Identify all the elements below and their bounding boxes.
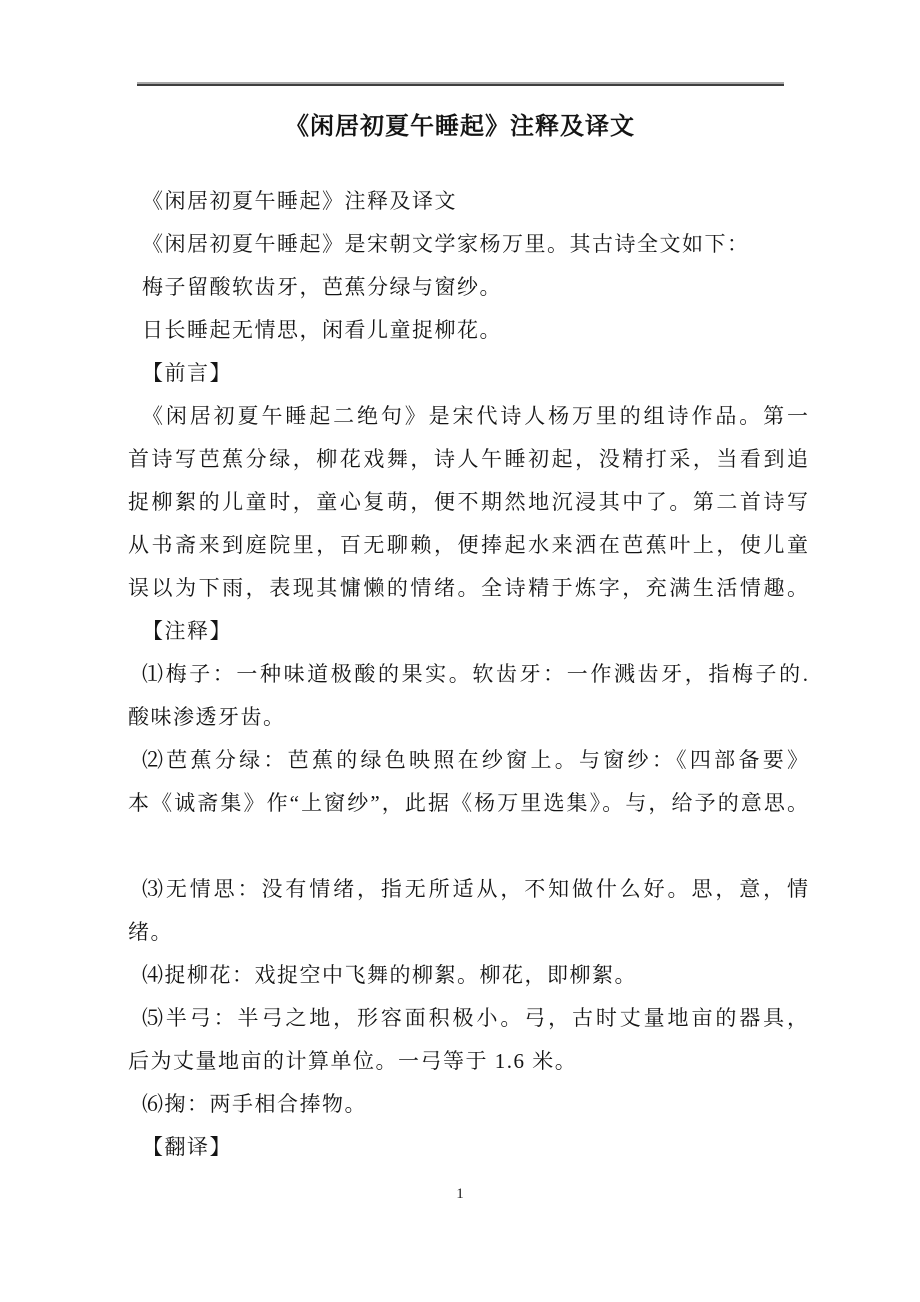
note-1-line-1: ⑴梅子：一种味道极酸的果实。软齿牙：一作溅齿牙，指梅子的.	[142, 662, 808, 686]
para-subtitle-line: 《闲居初夏午睡起》注释及译文	[142, 189, 457, 213]
foreword-line-2: 首诗写芭蕉分绿，柳花戏舞，诗人午睡初起，没精打采，当看到追	[128, 447, 808, 471]
page-number: 1	[456, 1186, 464, 1202]
note-6-line: ⑹掬：两手相合捧物。	[142, 1092, 367, 1116]
para-intro-line: 《闲居初夏午睡起》是宋朝文学家杨万里。其古诗全文如下：	[142, 232, 750, 256]
note-2-line-1: ⑵芭蕉分绿：芭蕉的绿色映照在纱窗上。与窗纱：《四部备要》	[142, 748, 808, 772]
note-1-line-2: 酸味渗透牙齿。	[128, 705, 286, 729]
note-2-line-2: 本《诚斋集》作“上窗纱”，此据《杨万里选集》。与，给予的意思。	[128, 791, 808, 815]
foreword-line-5: 误以为下雨，表现其慵懒的情绪。全诗精于炼字，充满生活情趣。	[128, 576, 808, 600]
foreword-line-1: 《闲居初夏午睡起二绝句》是宋代诗人杨万里的组诗作品。第一	[142, 404, 808, 428]
note-5-line-2: 后为丈量地亩的计算单位。一弓等于 1.6 米。	[128, 1049, 578, 1073]
note-4-line: ⑷捉柳花：戏捉空中飞舞的柳絮。柳花，即柳絮。	[142, 963, 637, 987]
header-rule	[137, 82, 784, 86]
note-3-line-2: 绪。	[128, 920, 173, 944]
foreword-line-4: 从书斋来到庭院里，百无聊赖，便捧起水来洒在芭蕉叶上，使儿童	[128, 533, 808, 557]
foreword-line-3: 捉柳絮的儿童时，童心复萌，便不期然地沉浸其中了。第二首诗写	[128, 490, 808, 514]
section-label-notes: 【注释】	[142, 619, 232, 643]
page-title: 《闲居初夏午睡起》注释及译文	[285, 114, 635, 140]
note-3-line-1: ⑶无情思：没有情绪，指无所适从，不知做什么好。思，意，情	[142, 877, 808, 901]
poem-line-2: 日长睡起无情思，闲看儿童捉柳花。	[142, 318, 502, 342]
document-body	[128, 180, 808, 1169]
section-label-translation: 【翻译】	[142, 1135, 232, 1159]
note-5-line-1: ⑸半弓：半弓之地，形容面积极小。弓，古时丈量地亩的器具，	[142, 1006, 808, 1030]
blank-line	[128, 825, 808, 868]
poem-line-1: 梅子留酸软齿牙，芭蕉分绿与窗纱。	[142, 275, 502, 299]
section-label-foreword: 【前言】	[142, 361, 232, 385]
